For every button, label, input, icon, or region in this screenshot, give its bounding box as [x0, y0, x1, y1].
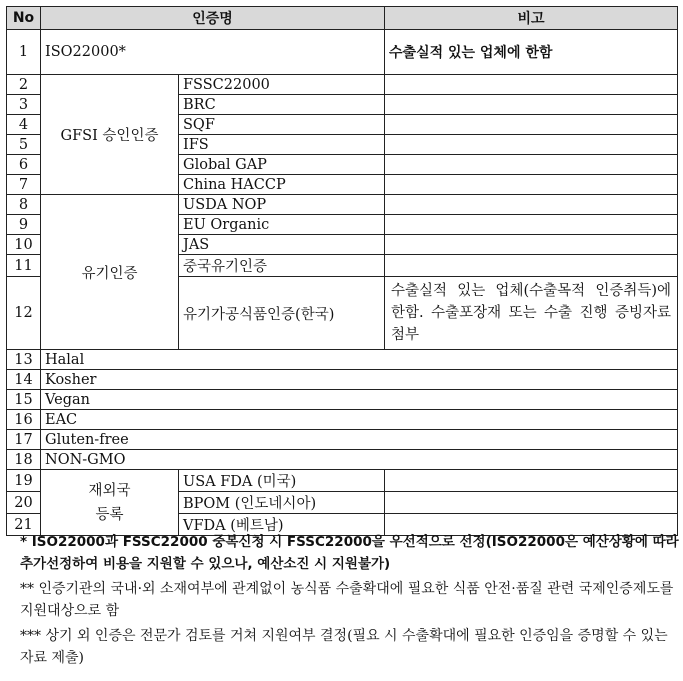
cert-name: 중국유기인증 [179, 255, 385, 277]
remark: 수출실적 있는 업체(수출목적 인증취득)에 한함. 수출포장재 또는 수출 진행 증빙자료 첨부 [385, 277, 678, 350]
table-row [7, 430, 678, 450]
cert-name: China HACCP [179, 175, 385, 195]
table-row [7, 370, 678, 390]
row-no: 5 [7, 135, 41, 155]
row-no: 18 [7, 450, 41, 470]
remark [385, 175, 678, 195]
footnote-mark: ** [20, 581, 34, 597]
row-no: 4 [7, 115, 41, 135]
cert-name: BPOM (인도네시아) [179, 492, 385, 514]
cert-name: USDA NOP [179, 195, 385, 215]
group-gfsi: GFSI 승인인증 [41, 75, 179, 195]
cert-name: BRC [179, 95, 385, 115]
cert-name: ISO22000* [41, 30, 385, 75]
group-overseas-line1: 재외국 [88, 482, 131, 499]
group-organic: 유기인증 [41, 195, 179, 350]
row-no: 21 [7, 514, 41, 536]
footnote-text: 인증기관의 국내·외 소재여부에 관계없이 농식품 수출확대에 필요한 식품 안전·품질 관련 국제인증제도를 지원대상으로 함 [20, 581, 674, 619]
cert-name: JAS [179, 235, 385, 255]
group-overseas [41, 470, 179, 536]
table-row [7, 390, 678, 410]
cert-name: EU Organic [179, 215, 385, 235]
cert-name: SQF [179, 115, 385, 135]
table-row [7, 350, 678, 370]
cert-name: USA FDA (미국) [179, 470, 385, 492]
row-no: 20 [7, 492, 41, 514]
row-no: 7 [7, 175, 41, 195]
table-row [7, 30, 678, 75]
row-no: 11 [7, 255, 41, 277]
row-no: 1 [7, 30, 41, 75]
footnote-text: 상기 외 인증은 전문가 검토를 거쳐 지원여부 결정(필요 시 수출확대에 필요한 인증임을 증명할 수 있는 자료 제출) [20, 628, 668, 666]
footnote-1 [20, 531, 680, 575]
cert-name: 유기가공식품인증(한국) [179, 277, 385, 350]
row-no: 8 [7, 195, 41, 215]
table-row [7, 195, 678, 215]
header-cert: 인증명 [41, 7, 385, 30]
remark [385, 492, 678, 514]
row-no: 9 [7, 215, 41, 235]
footnote-3 [20, 625, 680, 669]
row-no: 19 [7, 470, 41, 492]
row-no: 16 [7, 410, 41, 430]
row-no: 6 [7, 155, 41, 175]
remark [385, 235, 678, 255]
cert-name: VFDA (베트남) [179, 514, 385, 536]
row-no: 2 [7, 75, 41, 95]
table-row [7, 75, 678, 95]
footnote-mark: *** [20, 628, 41, 644]
cert-name: Halal [41, 350, 678, 370]
row-no: 15 [7, 390, 41, 410]
remark [385, 135, 678, 155]
cert-name: EAC [41, 410, 678, 430]
cert-name: Kosher [41, 370, 678, 390]
remark: 수출실적 있는 업체에 한함 [385, 30, 678, 75]
header-no: No [7, 7, 41, 30]
cert-name: Gluten-free [41, 430, 678, 450]
cert-name: Global GAP [179, 155, 385, 175]
row-no: 14 [7, 370, 41, 390]
row-no: 10 [7, 235, 41, 255]
remark [385, 195, 678, 215]
row-no: 3 [7, 95, 41, 115]
table-row [7, 410, 678, 430]
row-no: 17 [7, 430, 41, 450]
remark [385, 215, 678, 235]
cert-name: IFS [179, 135, 385, 155]
header-remark: 비고 [385, 7, 678, 30]
footnote-2 [20, 578, 680, 622]
cert-name: NON-GMO [41, 450, 678, 470]
cert-name: Vegan [41, 390, 678, 410]
row-no: 13 [7, 350, 41, 370]
remark [385, 255, 678, 277]
cert-name: FSSC22000 [179, 75, 385, 95]
remark [385, 95, 678, 115]
remark [385, 470, 678, 492]
remark [385, 155, 678, 175]
table-row [7, 450, 678, 470]
footnotes [20, 531, 680, 672]
row-no: 12 [7, 277, 41, 350]
table-row [7, 470, 678, 492]
group-overseas-line2: 등록 [95, 506, 124, 523]
certification-table [6, 6, 678, 536]
footnote-text: ISO22000과 FSSC22000 중복신청 시 FSSC22000을 우선적으로 선정(ISO22000은 예산상황에 따라 추가선정하여 비용을 지원할 수 있으나, 예산소진 시 지원불가) [20, 534, 679, 572]
remark [385, 115, 678, 135]
footnote-mark: * [20, 534, 28, 550]
remark [385, 75, 678, 95]
